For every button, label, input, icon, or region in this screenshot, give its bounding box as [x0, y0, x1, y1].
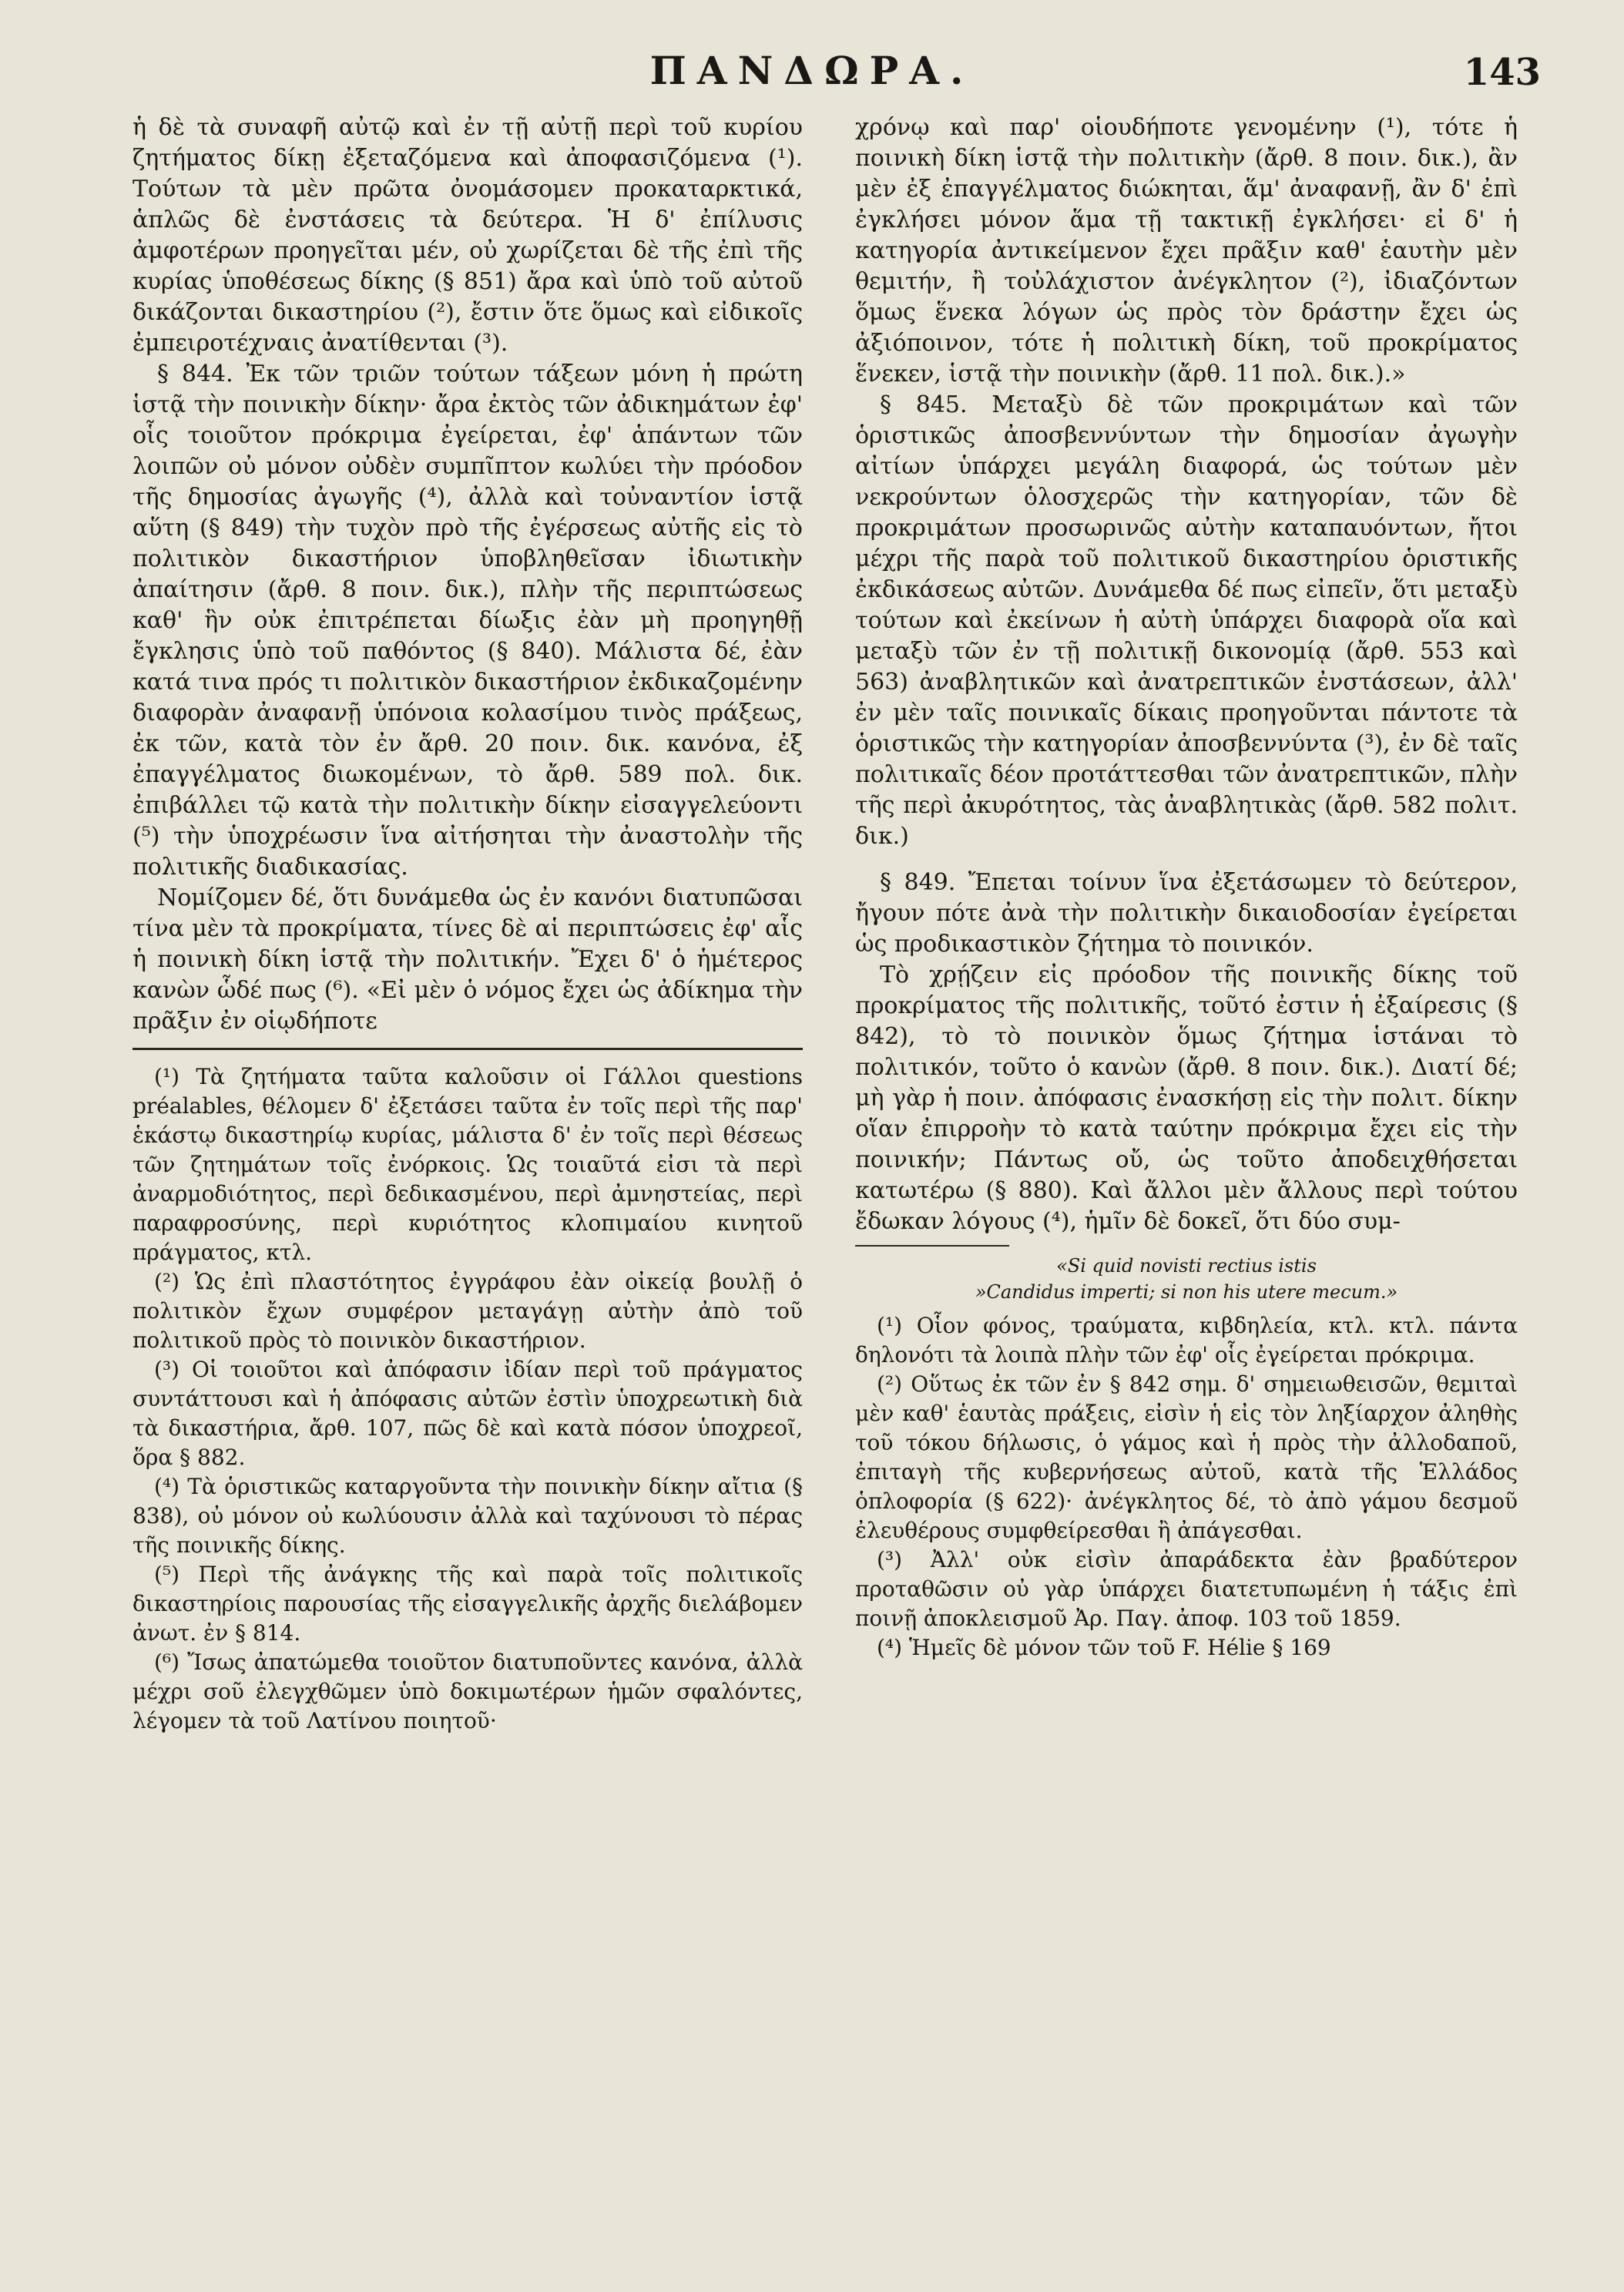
footnote-6: (⁶) Ἴσως ἀπατώμεθα τοιοῦτον διατυποῦντες κανόνα, ἀλλὰ μέχρι σοῦ ἐλεγχθῶμεν ὑπὸ δοκιμωτέρων ἡμῶν σφαλόντες, λέγομεν τὰ τοῦ Λατίνου ποιητοῦ·: [133, 1649, 803, 1733]
left-footnotes: [133, 1062, 803, 1736]
right-paragraph-3: § 849. Ἔπεται τοίνυν ἵνα ἐξετάσωμεν τὸ δεύτερον, ἤγουν πότε ἀνὰ τὴν πολιτικὴν δικαιοδοσίαν ἐγείρεται ὡς προδικαστικὸν ζήτημα τὸ ποινικόν.: [855, 869, 1518, 958]
running-title: ΠΑΝΔΩΡΑ.: [649, 48, 975, 93]
right-column: [855, 112, 1518, 1663]
footnote-r2: (²) Οὕτως ἐκ τῶν ἐν § 842 σημ. δ' σημειωθεισῶν, θεμιταὶ μὲν καθ' ἑαυτὰς πράξεις, εἰσὶν ἡ εἰς τὸν ληξίαρχον ἀληθὴς τοῦ τόκου δήλωσις, ὁ γάμος καὶ ἡ πρὸς τὴν ἀλλοδαποῦ, ἐπιταγὴ τῆς κυβερνήσεως αὐτοῦ, κατὰ τῆς Ἑλλάδος ὁπλοφορία (§ 622)· ἀνέγκλητος δέ, τὸ ἀπὸ γάμου δεσμοῦ ἐλευθέρους συμφθείρεσθαι ἢ ἀπάγεσθαι.: [855, 1371, 1518, 1543]
left-column: [133, 112, 803, 1736]
footnote-5: (⁵) Περὶ τῆς ἀνάγκης τῆς καὶ παρὰ τοῖς πολιτικοῖς δικαστηρίοις παρουσίας τῆς εἰσαγγελικῆς ἀρχῆς διελάβομεν ἀνωτ. ἐν § 814.: [133, 1562, 803, 1646]
left-paragraph-1: ἡ δὲ τὰ συναφῆ αὐτῷ καὶ ἐν τῇ αὐτῇ περὶ τοῦ κυρίου ζητήματος δίκῃ ἐξεταζόμενα καὶ ἀποφασιζόμενα (¹). Τούτων τὰ μὲν πρῶτα ὀνομάσομεν προκαταρκτικά, ἁπλῶς δὲ ἐνστάσεις τὰ δεύτερα. Ἡ δ' ἐπίλυσις ἀμφοτέρων προηγεῖται μέν, οὐ χωρίζεται δὲ τῆς ἐπὶ τῆς κυρίας ὑποθέσεως δίκης (§ 851) ἄρα καὶ ὑπὸ τοῦ αὐτοῦ δικάζονται δικαστηρίου (²), ἔστιν ὅτε ὅμως καὶ εἰδικοῖς ἐμπειροτέχναις ἀνατίθενται (³).: [133, 114, 803, 357]
right-paragraph-4: Τὸ χρῄζειν εἰς πρόοδον τῆς ποινικῆς δίκης τοῦ προκρίματος τῆς πολιτικῆς, τοῦτό ἐστιν ἡ ἐξαίρεσις (§ 842), τὸ τὸ ποινικὸν ὅμως ζήτημα ἱστάναι τὸ πολιτικόν, τοῦτο ὁ κανὼν (ἄρθ. 8 ποιν. δικ.). Διατί δέ; μὴ γὰρ ἡ ποιν. ἀπόφασις ἐνασκήσῃ εἰς τὴν πολιτ. δίκην οἵαν ἐπιρροὴν τὸ κατὰ ταύτην πρόκριμα ἔχει εἰς τὴν ποινικήν; Πάντως οὔ, ὡς τοῦτο ἀποδειχθήσεται κατωτέρω (§ 880). Καὶ ἄλλοι μὲν ἄλλους περὶ τούτου ἔδωκαν λόγους (⁴), ἡμῖν δὲ δοκεῖ, ὅτι δύο συμ-: [855, 961, 1518, 1235]
epigraph-line-2: »Candidus imperti; si non his utere mecum.»: [975, 1281, 1398, 1303]
right-paragraph-2: § 845. Μεταξὺ δὲ τῶν προκριμάτων καὶ τῶν ὁριστικῶς ἀποσβεννύντων τὴν δημοσίαν ἀγωγὴν αἰτίων ὑπάρχει μεγάλη διαφορά, ὡς τούτων μὲν νεκρούντων ὁλοσχερῶς τὴν κατηγορίαν, τῶν δὲ προκριμάτων προσωρινῶς αὐτὴν καταπαυόντων, ἤτοι μέχρι τῆς παρὰ τοῦ πολιτικοῦ δικαστηρίου ὁριστικῆς ἐκδικάσεως αὐτῶν. Δυνάμεθα δέ πως εἰπεῖν, ὅτι μεταξὺ τούτων καὶ ἐκείνων ἡ αὐτὴ ὑπάρχει διαφορὰ οἵα καὶ μεταξὺ τῶν ἐν τῇ πολιτικῇ δικονομίᾳ (ἄρθ. 553 καὶ 563) ἀναβλητικῶν καὶ ἀνατρεπτικῶν ἐνστάσεων, ἀλλ' ἐν μὲν ταῖς ποινικαῖς δίκαις προηγοῦνται πάντοτε τὰ ὁριστικῶς τὴν κατηγορίαν ἀποσβεννύντα (³), ἐν δὲ ταῖς πολιτικαῖς δέον προτάττεσθαι τῶν ἀνατρεπτικῶν, πλὴν τῆς περὶ ἀκυρότητος, τὰς ἀναβλητικὰς (ἄρθ. 582 πολιτ. δικ.): [855, 391, 1518, 850]
right-footnotes: [855, 1311, 1518, 1663]
left-paragraph-3: Νομίζομεν δέ, ὅτι δυνάμεθα ὡς ἐν κανόνι διατυπῶσαι τίνα μὲν τὰ προκρίματα, τίνες δὲ αἱ περιπτώσεις ἐφ' αἷς ἡ ποινικὴ δίκη ἱστᾷ τὴν πολιτικήν. Ἔχει δ' ὁ ἡμέτερος κανὼν ὧδέ πως (⁶). «Εἰ μὲν ὁ νόμος ἔχει ὡς ἀδίκημα τὴν πρᾶξιν ἐν οἱῳδήποτε: [133, 884, 803, 1035]
page-number: 143: [1463, 51, 1541, 94]
footnote-r4: (⁴) Ἡμεῖς δὲ μόνον τῶν τοῦ F. Hélie § 169: [877, 1635, 1331, 1660]
latin-epigraph: [855, 1253, 1518, 1305]
spacer: [855, 852, 1518, 867]
footnote-r3: (³) Ἀλλ' οὐκ εἰσὶν ἀπαράδεκτα ἐὰν βραδύτερον προταθῶσιν οὐ γὰρ ὑπάρχει διατετυπωμένη ἡ τάξις ἐπὶ ποινῇ ἀποκλεισμοῦ Ἀρ. Παγ. ἀποφ. 103 τοῦ 1859.: [855, 1547, 1518, 1631]
footnote-3: (³) Οἱ τοιοῦτοι καὶ ἀπόφασιν ἰδίαν περὶ τοῦ πράγματος συντάττουσι καὶ ἡ ἀπόφασις αὐτῶν ἐστὶν ὑποχρεωτικὴ διὰ τὰ δικαστήρια, ἄρθ. 107, πῶς δὲ καὶ κατὰ πόσον ὑποχρεοῖ, ὅρα § 882.: [133, 1357, 803, 1470]
footnote-1: (¹) Τὰ ζητήματα ταῦτα καλοῦσιν οἱ Γάλλοι questions préalables, θέλομεν δ' ἐξετάσει ταῦτα ἐν τοῖς περὶ τῆς παρ' ἑκάστῳ δικαστηρίῳ κυρίας, μάλιστα δ' ἐν τοῖς περὶ θέσεως τῶν ζητημάτων τοῖς ἐνόρκοις. Ὡς τοιαῦτά εἰσι τὰ περὶ ἀναρμοδιότητος, περὶ δεδικασμένου, περὶ ἀμνηστείας, περὶ παραφροσύνης, περὶ κυριότητος κλοπιμαίου κινητοῦ πράγματος, κτλ.: [133, 1064, 803, 1265]
footnote-divider: [133, 1048, 803, 1050]
right-paragraph-1: χρόνῳ καὶ παρ' οἱουδήποτε γενομένην (¹), τότε ἡ ποινικὴ δίκη ἱστᾷ τὴν πολιτικὴν (ἄρθ. 8 ποιν. δικ.), ἂν μὲν ἐξ ἐπαγγέλματος διώκηται, ἅμ' ἀναφανῇ, ἂν δ' ἐπὶ ἐγκλήσει μόνον ἅμα τῇ τακτικῇ ἐγκλήσει· εἰ δ' ἡ κατηγορία ἀντικείμενον ἔχει πρᾶξιν καθ' ἑαυτὴν μὲν θεμιτήν, ἢ τοὐλάχιστον ἀνέγκλητον (²), ἰδιαζόντων ὅμως ἕνεκα λόγων ὡς πρὸς τὸν δράστην ἔχει ὡς ἀξιόποινον, τότε ἡ πολιτικὴ δίκη, τοῦ προκρίματος ἕνεκεν, ἱστᾷ τὴν ποινικὴν (ἄρθ. 11 πολ. δικ.).»: [855, 114, 1518, 388]
left-paragraph-2: § 844. Ἐκ τῶν τριῶν τούτων τάξεων μόνη ἡ πρώτη ἱστᾷ τὴν ποινικὴν δίκην· ἄρα ἐκτὸς τῶν ἀδικημάτων ἐφ' οἷς τοιοῦτον πρόκριμα ἐγείρεται, ἐφ' ἁπάντων τῶν λοιπῶν οὐ μόνον οὐδὲν συμπῖπτον κωλύει τὴν πρόοδον τῆς δημοσίας ἀγωγῆς (⁴), ἀλλὰ καὶ τοὐναντίον ἱστᾷ αὕτη (§ 849) τὴν τυχὸν πρὸ τῆς ἐγέρσεως αὐτῆς εἰς τὸ πολιτικὸν δικαστήριον ὑποβληθεῖσαν ἰδιωτικὴν ἀπαίτησιν (ἄρθ. 8 ποιν. δικ.), πλὴν τῆς περιπτώσεως καθ' ἣν οὐκ ἐπιτρέπεται δίωξις ἐὰν μὴ προηγηθῇ ἔγκλησις ὑπὸ τοῦ παθόντος (§ 840). Μάλιστα δέ, ἐὰν κατά τινα πρός τι πολιτικὸν δικαστήριον ἐκδικαζομένην διαφορὰν ἀναφανῇ ὑπόνοια κολασίμου τινὸς πράξεως, ἐκ τῶν, κατὰ τὸν ἐν ἄρθ. 20 ποιν. δικ. κανόνα, ἐξ ἐπαγγέλματος διωκομένων, τὸ ἄρθ. 589 πολ. δικ. ἐπιβάλλει τῷ κατὰ τὴν πολιτικὴν δίκην εἰσαγγελεύοντι (⁵) τὴν ὑποχρέωσιν ἵνα αἰτήσηται τὴν ἀναστολὴν τῆς πολιτικῆς διαδικασίας.: [133, 361, 803, 881]
footnote-4: (⁴) Τὰ ὁριστικῶς καταργοῦντα τὴν ποινικὴν δίκην αἴτια (§ 838), οὐ μόνον οὐ κωλύουσιν ἀλλὰ καὶ ταχύνουσι τὸ πέρας τῆς ποινικῆς δίκης.: [133, 1474, 803, 1558]
footnote-r1: (¹) Οἷον φόνος, τραύματα, κιβδηλεία, κτλ. κτλ. πάντα δηλονότι τὰ λοιπὰ πλὴν τῶν ἐφ' οἷς ἐγείρεται πρόκριμα.: [855, 1313, 1518, 1367]
footnote-2: (²) Ὡς ἐπὶ πλαστότητος ἐγγράφου ἐὰν οἰκείᾳ βουλῇ ὁ πολιτικὸν ἔχων συμφέρον μεταγάγῃ αὐτὴν ἀπὸ τοῦ πολιτικοῦ πρὸς τὸ ποινικὸν δικαστήριον.: [133, 1269, 803, 1353]
footnote-divider: [855, 1245, 1009, 1247]
epigraph-line-1: «Si quid novisti rectius istis: [1056, 1255, 1317, 1277]
